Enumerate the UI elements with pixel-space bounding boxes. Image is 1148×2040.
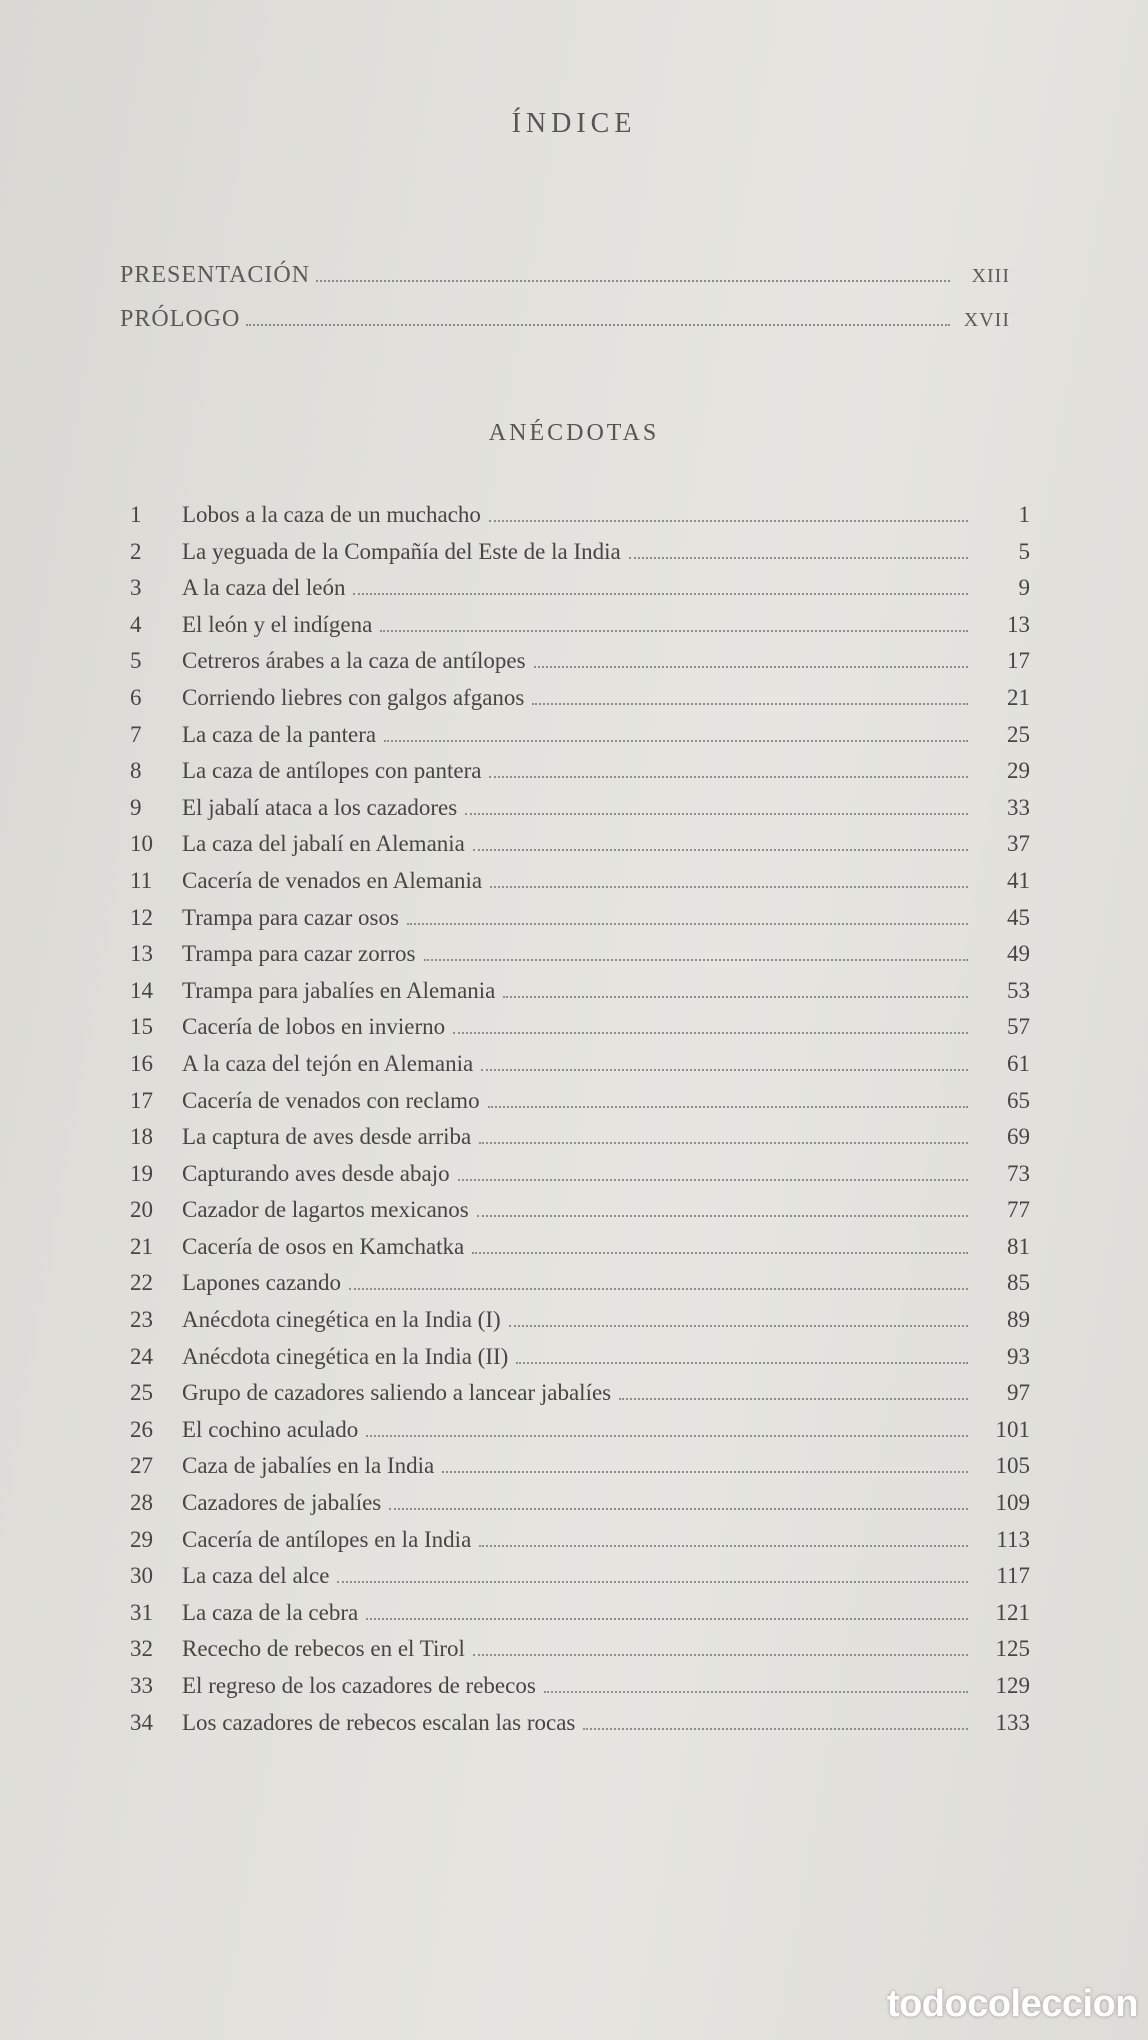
entry-number: 14 (130, 977, 153, 1003)
toc-entry (130, 1673, 1030, 1710)
toc-entry (130, 1270, 1030, 1307)
toc-entry (130, 612, 1030, 649)
entry-number: 17 (130, 1087, 153, 1113)
entry-title: A la caza del león (182, 575, 346, 601)
entry-page: 69 (1007, 1124, 1030, 1150)
toc-entry (130, 1344, 1030, 1381)
dot-leader (473, 1654, 968, 1656)
entry-page: 9 (1018, 575, 1030, 601)
toc-entry (130, 1453, 1030, 1490)
dot-leader (516, 1362, 968, 1364)
toc-entry (130, 1490, 1030, 1527)
dot-leader (453, 1032, 968, 1034)
entry-page: 77 (1007, 1197, 1030, 1223)
entry-page: 41 (1007, 867, 1030, 893)
dot-leader (534, 666, 968, 668)
entry-number: 13 (130, 941, 153, 967)
entry-page: 129 (995, 1673, 1030, 1698)
entry-title: Los cazadores de rebecos escalan las rocas (182, 1709, 576, 1735)
dot-leader (503, 996, 968, 998)
watermark-logo: todocoleccion (886, 1983, 1138, 2025)
front-matter-list (120, 262, 1010, 350)
dot-leader (477, 1215, 968, 1217)
toc-entry (130, 1600, 1030, 1637)
dot-leader (489, 520, 968, 522)
front-matter-item (120, 306, 1010, 350)
toc-list (130, 502, 1030, 1746)
entry-page: 89 (1007, 1307, 1030, 1333)
toc-entry (130, 978, 1030, 1015)
entry-title: Cazador de lagartos mexicanos (182, 1197, 469, 1223)
entry-title: Corriendo liebres con galgos afganos (182, 684, 525, 710)
entry-title: Anécdota cinegética en la India (I) (182, 1307, 501, 1333)
entry-number: 12 (130, 904, 153, 930)
entry-page: 73 (1007, 1160, 1030, 1186)
entry-title: Trampa para cazar zorros (182, 941, 416, 967)
dot-leader (407, 923, 968, 925)
entry-number: 19 (130, 1160, 153, 1186)
entry-title: A la caza del tejón en Alemania (182, 1050, 474, 1076)
entry-page: 109 (995, 1490, 1030, 1516)
dot-leader (544, 1691, 968, 1693)
entry-number: 25 (130, 1380, 153, 1406)
entry-number: 10 (130, 831, 153, 857)
dot-leader (380, 630, 968, 632)
entry-title: Cazadores de jabalíes (182, 1490, 382, 1516)
toc-entry (130, 1051, 1030, 1088)
section-title: ANÉCDOTAS (488, 420, 660, 446)
entry-title: Trampa para jabalíes en Alemania (182, 977, 496, 1003)
entry-number: 5 (130, 648, 142, 674)
entry-page: 101 (995, 1416, 1030, 1442)
toc-entry (130, 575, 1030, 612)
entry-title: La captura de aves desde arriba (182, 1124, 472, 1150)
entry-page: 105 (995, 1453, 1030, 1479)
entry-title: Cetreros árabes a la caza de antílopes (182, 648, 526, 674)
toc-entry (130, 685, 1030, 722)
dot-leader (389, 1508, 968, 1510)
entry-number: 23 (130, 1307, 153, 1333)
entry-page: 5 (1018, 538, 1030, 564)
entry-page: 57 (1007, 1014, 1030, 1040)
entry-title: Capturando aves desde abajo (182, 1160, 450, 1186)
entry-page: 61 (1007, 1050, 1030, 1076)
entry-page: 37 (1007, 831, 1030, 857)
dot-leader (442, 1471, 968, 1473)
entry-page: 1 (1018, 502, 1030, 527)
toc-entry (130, 831, 1030, 868)
entry-page: 125 (995, 1636, 1030, 1662)
entry-number: 29 (130, 1526, 153, 1552)
entry-page: 33 (1007, 794, 1030, 820)
front-matter-page: XIII (971, 265, 1010, 287)
entry-page: 113 (996, 1526, 1030, 1552)
dot-leader (316, 280, 950, 282)
toc-entry (130, 905, 1030, 942)
entry-number: 33 (130, 1673, 153, 1698)
toc-entry (130, 1380, 1030, 1417)
entry-number: 9 (130, 794, 142, 820)
entry-page: 85 (1007, 1270, 1030, 1296)
toc-entry (130, 1417, 1030, 1454)
entry-page: 49 (1007, 941, 1030, 967)
toc-entry (130, 941, 1030, 978)
toc-entry (130, 1307, 1030, 1344)
toc-entry (130, 1636, 1030, 1673)
entry-number: 6 (130, 684, 142, 710)
entry-page: 117 (996, 1563, 1030, 1589)
entry-title: Cacería de osos en Kamchatka (182, 1233, 465, 1259)
toc-entry (130, 1161, 1030, 1198)
entry-number: 26 (130, 1416, 153, 1442)
toc-entry (130, 1088, 1030, 1125)
entry-number: 2 (130, 538, 142, 564)
entry-page: 53 (1007, 977, 1030, 1003)
toc-entry (130, 868, 1030, 905)
entry-title: Caza de jabalíes en la India (182, 1453, 435, 1479)
toc-entry (130, 1197, 1030, 1234)
entry-number: 21 (130, 1233, 153, 1259)
dot-leader (472, 1252, 968, 1254)
toc-entry (130, 1124, 1030, 1161)
entry-title: La caza de la pantera (182, 721, 377, 747)
dot-leader (479, 1545, 968, 1547)
entry-number: 18 (130, 1124, 153, 1150)
dot-leader (488, 1106, 968, 1108)
dot-leader (479, 1142, 968, 1144)
toc-entry (130, 1527, 1030, 1564)
entry-number: 32 (130, 1636, 153, 1662)
toc-entry (130, 539, 1030, 576)
dot-leader (366, 1618, 968, 1620)
entry-number: 24 (130, 1343, 153, 1369)
entry-title: Cacería de venados en Alemania (182, 867, 483, 893)
entry-page: 121 (995, 1599, 1030, 1625)
dot-leader (337, 1581, 968, 1583)
entry-page: 21 (1007, 684, 1030, 710)
toc-entry (130, 1563, 1030, 1600)
entry-title: Cacería de antílopes en la India (182, 1526, 472, 1552)
dot-leader (489, 776, 968, 778)
entry-title: La yeguada de la Compañía del Este de la India (182, 538, 621, 564)
entry-page: 81 (1007, 1233, 1030, 1259)
entry-number: 34 (130, 1709, 153, 1735)
dot-leader (481, 1069, 968, 1071)
entry-title: Cacería de lobos en invierno (182, 1014, 446, 1040)
entry-title: El león y el indígena (182, 611, 373, 637)
dot-leader (619, 1398, 968, 1400)
entry-number: 11 (130, 867, 153, 893)
entry-number: 1 (130, 502, 142, 527)
dot-leader (583, 1728, 968, 1730)
entry-number: 28 (130, 1490, 153, 1516)
toc-entry (130, 722, 1030, 759)
dot-leader (384, 740, 968, 742)
toc-entry (130, 795, 1030, 832)
entry-title: Grupo de cazadores saliendo a lancear jabalíes (182, 1380, 612, 1406)
entry-title: Rececho de rebecos en el Tirol (182, 1636, 465, 1662)
dot-leader (532, 703, 968, 705)
front-matter-page: XVII (963, 309, 1010, 331)
front-matter-item (120, 262, 1010, 306)
dot-leader (473, 849, 968, 851)
entry-page: 65 (1007, 1087, 1030, 1113)
dot-leader (424, 959, 968, 961)
entry-title: El jabalí ataca a los cazadores (182, 794, 458, 820)
dot-leader (366, 1435, 968, 1437)
toc-entry (130, 1014, 1030, 1051)
entry-title: La caza de antílopes con pantera (182, 758, 482, 784)
entry-number: 16 (130, 1050, 153, 1076)
entry-number: 27 (130, 1453, 153, 1479)
dot-leader (246, 324, 950, 326)
entry-title: El regreso de los cazadores de rebecos (182, 1673, 536, 1698)
entry-page: 17 (1007, 648, 1030, 674)
entry-title: Trampa para cazar osos (182, 904, 399, 930)
dot-leader (629, 557, 968, 559)
entry-title: El cochino aculado (182, 1416, 359, 1442)
toc-entry (130, 1710, 1030, 1747)
entry-number: 7 (130, 721, 142, 747)
front-matter-label: PRÓLOGO (120, 306, 241, 332)
entry-page: 45 (1007, 904, 1030, 930)
entry-page: 29 (1007, 758, 1030, 784)
entry-number: 20 (130, 1197, 153, 1223)
entry-page: 13 (1007, 611, 1030, 637)
entry-page: 25 (1007, 721, 1030, 747)
dot-leader (490, 886, 968, 888)
dot-leader (509, 1325, 968, 1327)
front-matter-label: PRESENTACIÓN (120, 262, 311, 288)
toc-entry (130, 1234, 1030, 1271)
entry-title: La caza de la cebra (182, 1599, 359, 1625)
dot-leader (465, 813, 968, 815)
entry-number: 8 (130, 758, 142, 784)
entry-title: Anécdota cinegética en la India (II) (182, 1343, 509, 1369)
dot-leader (458, 1179, 968, 1181)
entry-page: 93 (1007, 1343, 1030, 1369)
entry-title: La caza del alce (182, 1563, 330, 1589)
entry-number: 31 (130, 1599, 153, 1625)
entry-title: Lapones cazando (182, 1270, 342, 1296)
entry-page: 133 (995, 1709, 1030, 1735)
entry-number: 15 (130, 1014, 153, 1040)
entry-page: 97 (1007, 1380, 1030, 1406)
entry-number: 30 (130, 1563, 153, 1589)
page-title: ÍNDICE (511, 108, 637, 139)
entry-title: Cacería de venados con reclamo (182, 1087, 480, 1113)
toc-entry (130, 758, 1030, 795)
dot-leader (353, 593, 968, 595)
dot-leader (349, 1288, 968, 1290)
toc-entry (130, 648, 1030, 685)
entry-title: La caza del jabalí en Alemania (182, 831, 465, 857)
entry-number: 3 (130, 575, 142, 601)
entry-number: 22 (130, 1270, 153, 1296)
entry-title: Lobos a la caza de un muchacho (182, 502, 481, 527)
toc-entry (130, 502, 1030, 539)
entry-number: 4 (130, 611, 142, 637)
